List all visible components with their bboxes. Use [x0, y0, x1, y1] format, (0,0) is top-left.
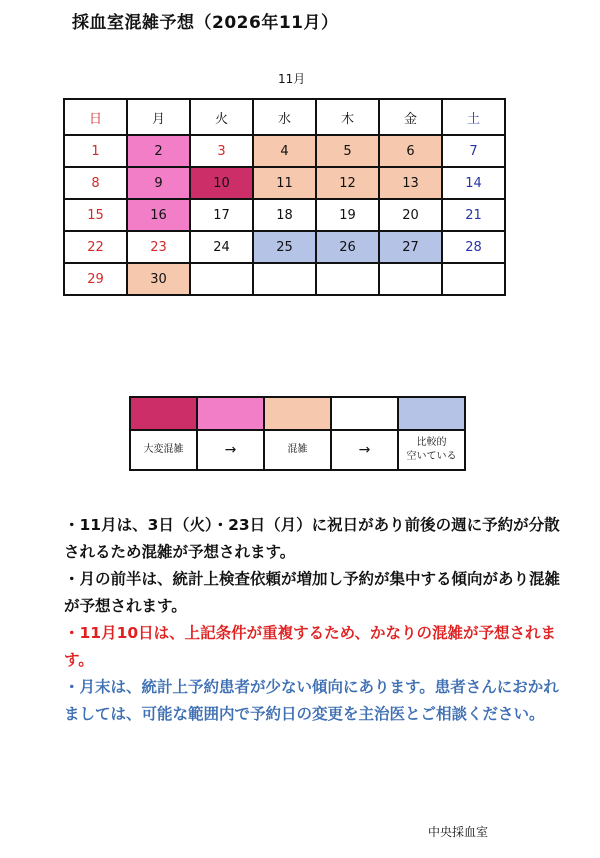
calendar-week-row — [64, 199, 505, 231]
weekday-header-wed: 水 — [253, 99, 316, 135]
calendar-day-cell: 2 — [127, 135, 190, 167]
weekday-header-thu: 木 — [316, 99, 379, 135]
calendar-day-cell: 21 — [442, 199, 505, 231]
calendar-day-cell: 15 — [64, 199, 127, 231]
calendar-week-row — [64, 167, 505, 199]
calendar-day-cell: 30 — [127, 263, 190, 295]
calendar-day-cell: 5 — [316, 135, 379, 167]
weekday-header-fri: 金 — [379, 99, 442, 135]
weekday-header-row — [64, 99, 505, 135]
calendar-day-cell: 13 — [379, 167, 442, 199]
calendar-day-cell: 12 — [316, 167, 379, 199]
calendar-day-cell: 24 — [190, 231, 253, 263]
weekday-header-mon: 月 — [127, 99, 190, 135]
department-signature: 中央採血室 — [428, 825, 489, 839]
calendar-day-cell: 18 — [253, 199, 316, 231]
calendar-week-row — [64, 231, 505, 263]
calendar-day-cell: 4 — [253, 135, 316, 167]
calendar-day-cell: 26 — [316, 231, 379, 263]
calendar-empty-cell — [442, 263, 505, 295]
notes-section — [64, 512, 564, 728]
calendar-day-cell: 11 — [253, 167, 316, 199]
calendar-day-cell: 8 — [64, 167, 127, 199]
note-first-half: ・月の前半は、統計上検査依頼が増加し予約が集中する傾向があり混雑が予想されます。 — [64, 570, 561, 615]
congestion-legend — [129, 396, 466, 471]
note-holiday: ・11月は、3日（火）・23日（月）に祝日があり前後の週に予約が分散されるため混雑が予想されます。 — [64, 516, 560, 561]
calendar-day-cell: 20 — [379, 199, 442, 231]
calendar-day-cell: 7 — [442, 135, 505, 167]
calendar-empty-cell — [379, 263, 442, 295]
legend-swatch-normal — [331, 397, 398, 430]
calendar-empty-cell — [253, 263, 316, 295]
calendar-day-cell: 25 — [253, 231, 316, 263]
calendar-body — [64, 135, 505, 295]
calendar-day-cell: 27 — [379, 231, 442, 263]
calendar-day-cell: 14 — [442, 167, 505, 199]
calendar-empty-cell — [190, 263, 253, 295]
calendar-day-cell: 9 — [127, 167, 190, 199]
calendar-week-row — [64, 263, 505, 295]
calendar-day-cell: 19 — [316, 199, 379, 231]
legend-swatch-quiet — [398, 397, 465, 430]
legend-swatch-very-busy — [130, 397, 197, 430]
legend-label-quiet: 比較的 空いている — [398, 430, 465, 470]
weekday-header-sun: 日 — [64, 99, 127, 135]
calendar-day-cell: 23 — [127, 231, 190, 263]
calendar-day-cell: 6 — [379, 135, 442, 167]
calendar-table — [63, 98, 506, 296]
legend-label-busy: 混雑 — [264, 430, 331, 470]
legend-label-very-busy: 大変混雑 — [130, 430, 197, 470]
note-nov-10: ・11月10日は、上記条件が重複するため、かなりの混雑が予想されます。 — [64, 624, 557, 669]
calendar-day-cell: 22 — [64, 231, 127, 263]
calendar-week-row — [64, 135, 505, 167]
calendar-day-cell: 10 — [190, 167, 253, 199]
legend-swatch-busy — [264, 397, 331, 430]
month-label: 11月 — [278, 72, 306, 86]
calendar-day-cell: 28 — [442, 231, 505, 263]
calendar-day-cell: 17 — [190, 199, 253, 231]
calendar-empty-cell — [316, 263, 379, 295]
legend-arrow-2: → — [331, 430, 398, 470]
legend-swatch-row — [130, 397, 465, 430]
calendar-day-cell: 16 — [127, 199, 190, 231]
calendar-day-cell: 3 — [190, 135, 253, 167]
legend-arrow-1: → — [197, 430, 264, 470]
calendar-day-cell: 1 — [64, 135, 127, 167]
note-month-end: ・月末は、統計上予約患者が少ない傾向にあります。患者さんにおかれましては、可能な範囲内で予約日の変更を主治医とご相談ください。 — [64, 678, 559, 723]
page-title: 採血室混雑予想（2026年11月） — [72, 13, 339, 33]
legend-label-row — [130, 430, 465, 470]
calendar-day-cell: 29 — [64, 263, 127, 295]
weekday-header-tue: 火 — [190, 99, 253, 135]
weekday-header-sat: 土 — [442, 99, 505, 135]
legend-swatch-busy-high — [197, 397, 264, 430]
